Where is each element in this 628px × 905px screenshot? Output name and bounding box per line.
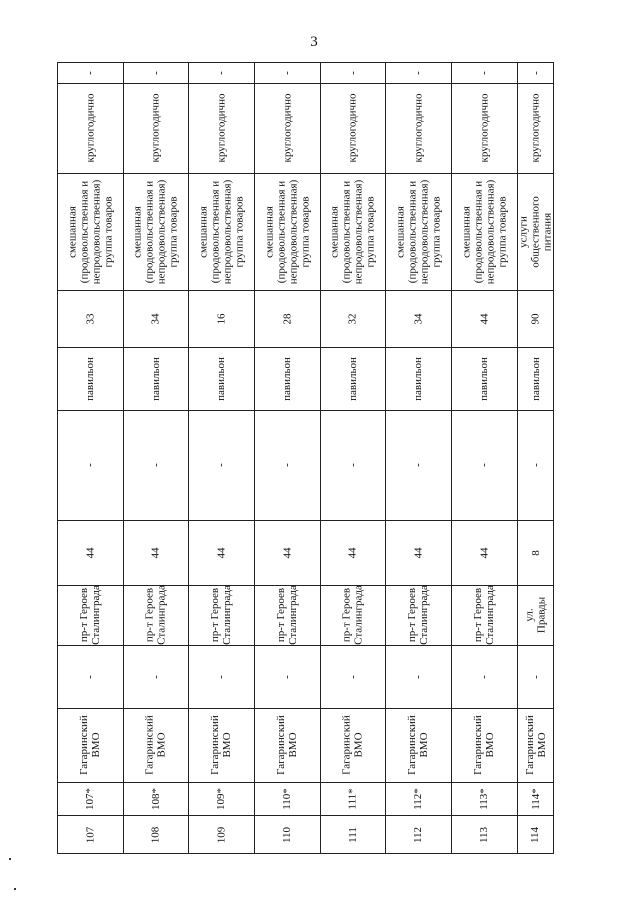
cell-num	[254, 815, 320, 854]
cell-text: 44	[215, 547, 227, 558]
cell-text: круглогодично	[529, 93, 542, 163]
cell-text: смешанная (продовольственная и непродовольственная) группа товаров	[66, 179, 114, 284]
cell-text: пр-т Героев Сталинграда	[78, 585, 102, 645]
cell-type	[385, 347, 451, 410]
cell-district	[57, 708, 123, 782]
cell-house	[385, 520, 451, 585]
cell-text: ул. Правды	[523, 596, 548, 634]
cell-text: услуги общественного питания	[517, 195, 554, 268]
cell-c4	[57, 645, 123, 708]
cell-text: -	[149, 674, 162, 679]
cell-code	[320, 782, 385, 815]
cell-last	[517, 62, 554, 83]
cell-text: 16	[215, 313, 227, 324]
cell-period	[385, 83, 451, 173]
cell-c4	[451, 645, 517, 708]
cell-text: круглогодично	[412, 93, 424, 163]
cell-street	[254, 585, 320, 645]
cell-text: смешанная (продовольственная и непродовольственная) группа товаров	[131, 179, 180, 284]
cell-last	[123, 62, 188, 83]
cell-text: круглогодично	[149, 93, 162, 163]
cell-code	[188, 782, 254, 815]
cell-type	[517, 347, 554, 410]
cell-house	[57, 520, 123, 585]
cell-text: 112*	[412, 787, 424, 810]
cell-num	[451, 815, 517, 854]
cell-house	[123, 520, 188, 585]
cell-code	[57, 782, 123, 815]
cell-text: -	[83, 70, 96, 75]
cell-area	[320, 290, 385, 347]
cell-text: 112	[412, 826, 424, 843]
cell-text: 8	[529, 549, 542, 556]
cell-text: 44	[478, 313, 490, 324]
cell-house	[320, 520, 385, 585]
cell-area	[188, 290, 254, 347]
cell-text: пр-т Героев Сталинграда	[275, 585, 299, 645]
cell-text: 108*	[149, 787, 162, 810]
cell-text: павильон	[346, 356, 359, 401]
cell-num	[123, 815, 188, 854]
cell-house	[517, 520, 554, 585]
cell-district	[123, 708, 188, 782]
cell-text: 113*	[478, 787, 490, 810]
cell-text: 32	[346, 313, 359, 324]
cell-code	[517, 782, 554, 815]
cell-c4	[320, 645, 385, 708]
cell-area	[517, 290, 554, 347]
cell-text: Гагаринский ВМО	[143, 715, 168, 775]
cell-text: 114	[529, 826, 542, 843]
cell-group	[123, 173, 188, 290]
cell-num	[57, 815, 123, 854]
cell-type	[123, 347, 188, 410]
cell-group	[385, 173, 451, 290]
cell-district	[517, 708, 554, 782]
cell-text: павильон	[215, 356, 227, 401]
cell-type	[57, 347, 123, 410]
cell-c7	[123, 410, 188, 520]
cell-text: 44	[149, 547, 162, 558]
cell-text: Гагаринский ВМО	[523, 715, 548, 775]
cell-text: павильон	[529, 356, 542, 401]
cell-text: 34	[149, 313, 162, 324]
cell-text: 113	[478, 826, 490, 843]
cell-num	[517, 815, 554, 854]
cell-text: -	[411, 674, 424, 679]
cell-group	[254, 173, 320, 290]
scan-speck	[14, 888, 16, 890]
cell-last	[451, 62, 517, 83]
cell-street	[385, 585, 451, 645]
stationary-objects-table	[57, 62, 554, 854]
cell-text: Гагаринский ВМО	[472, 715, 496, 775]
cell-text: 44	[84, 547, 96, 558]
cell-c4	[517, 645, 554, 708]
cell-text: -	[529, 674, 542, 679]
cell-street	[123, 585, 188, 645]
cell-text: -	[83, 674, 96, 679]
cell-c7	[254, 410, 320, 520]
cell-text: Гагаринский ВМО	[406, 715, 430, 775]
cell-c4	[385, 645, 451, 708]
cell-text: -	[411, 70, 424, 75]
cell-num	[320, 815, 385, 854]
cell-type	[320, 347, 385, 410]
cell-text: 44	[346, 547, 359, 558]
cell-period	[188, 83, 254, 173]
cell-text: Гагаринский ВМО	[209, 715, 233, 775]
cell-text: 44	[478, 547, 490, 558]
cell-group	[320, 173, 385, 290]
cell-last	[385, 62, 451, 83]
cell-text: -	[477, 463, 490, 467]
cell-text: смешанная (продовольственная и непродовольственная) группа товаров	[263, 179, 311, 284]
cell-c4	[188, 645, 254, 708]
cell-c4	[123, 645, 188, 708]
cell-text: -	[280, 70, 293, 75]
cell-last	[320, 62, 385, 83]
cell-text: 107*	[84, 787, 96, 810]
cell-c4	[254, 645, 320, 708]
cell-district	[451, 708, 517, 782]
cell-text: смешанная (продовольственная и непродовольственная) группа товаров	[460, 179, 508, 284]
cell-group	[451, 173, 517, 290]
cell-district	[188, 708, 254, 782]
cell-area	[385, 290, 451, 347]
cell-last	[188, 62, 254, 83]
cell-text: -	[280, 674, 293, 679]
cell-period	[57, 83, 123, 173]
cell-text: 90	[529, 313, 542, 324]
cell-text: -	[214, 674, 227, 679]
cell-period	[254, 83, 320, 173]
cell-c7	[385, 410, 451, 520]
cell-text: круглогодично	[84, 93, 96, 163]
cell-last	[254, 62, 320, 83]
cell-num	[385, 815, 451, 854]
cell-c7	[57, 410, 123, 520]
cell-text: -	[214, 70, 227, 75]
cell-text: пр-т Героев Сталинграда	[340, 585, 365, 645]
cell-district	[254, 708, 320, 782]
cell-text: 33	[84, 313, 96, 324]
cell-text: 111*	[346, 787, 359, 810]
cell-text: -	[477, 70, 490, 75]
cell-text: -	[346, 463, 359, 467]
cell-c7	[451, 410, 517, 520]
cell-text: 108	[149, 826, 162, 843]
cell-text: 28	[281, 313, 293, 324]
cell-text: -	[149, 463, 162, 467]
cell-text: павильон	[281, 356, 293, 401]
cell-type	[254, 347, 320, 410]
cell-text: -	[346, 674, 359, 679]
cell-text: павильон	[412, 356, 424, 401]
cell-street	[188, 585, 254, 645]
cell-house	[188, 520, 254, 585]
cell-text: -	[529, 463, 542, 467]
cell-text: -	[477, 674, 490, 679]
cell-code	[385, 782, 451, 815]
cell-text: -	[214, 463, 227, 467]
cell-text: 44	[281, 547, 293, 558]
cell-text: -	[529, 70, 542, 75]
cell-code	[254, 782, 320, 815]
cell-text: пр-т Героев Сталинграда	[406, 585, 430, 645]
cell-area	[451, 290, 517, 347]
cell-text: 110*	[281, 787, 293, 810]
cell-text: павильон	[478, 356, 490, 401]
cell-district	[320, 708, 385, 782]
cell-text: -	[411, 463, 424, 467]
cell-text: круглогодично	[215, 93, 227, 163]
cell-text: -	[280, 463, 293, 467]
cell-text: 110	[281, 826, 293, 843]
cell-last	[57, 62, 123, 83]
cell-c7	[320, 410, 385, 520]
cell-text: круглогодично	[478, 93, 490, 163]
cell-house	[451, 520, 517, 585]
cell-text: 109*	[215, 787, 227, 810]
cell-period	[123, 83, 188, 173]
cell-text: 114*	[529, 787, 542, 810]
cell-area	[57, 290, 123, 347]
cell-c7	[517, 410, 554, 520]
cell-district	[385, 708, 451, 782]
cell-text: 107	[84, 826, 96, 843]
cell-text: -	[346, 70, 359, 75]
cell-code	[123, 782, 188, 815]
cell-code	[451, 782, 517, 815]
page-number: 3	[310, 34, 318, 50]
cell-type	[451, 347, 517, 410]
cell-text: -	[83, 463, 96, 467]
cell-group	[188, 173, 254, 290]
cell-street	[517, 585, 554, 645]
cell-area	[254, 290, 320, 347]
cell-text: Гагаринский ВМО	[275, 715, 299, 775]
cell-house	[254, 520, 320, 585]
cell-group	[57, 173, 123, 290]
cell-type	[188, 347, 254, 410]
cell-street	[320, 585, 385, 645]
cell-text: круглогодично	[346, 93, 359, 163]
cell-group	[517, 173, 554, 290]
cell-text: пр-т Героев Сталинграда	[472, 585, 496, 645]
cell-text: 34	[412, 313, 424, 324]
cell-street	[57, 585, 123, 645]
cell-text: 109	[215, 826, 227, 843]
cell-street	[451, 585, 517, 645]
cell-text: -	[149, 70, 162, 75]
cell-text: смешанная (продовольственная и непродовольственная) группа товаров	[328, 179, 377, 284]
cell-text: павильон	[149, 356, 162, 401]
cell-period	[320, 83, 385, 173]
scan-speck	[9, 858, 11, 860]
cell-text: пр-т Героев Сталинграда	[143, 585, 168, 645]
cell-text: 44	[412, 547, 424, 558]
cell-period	[517, 83, 554, 173]
cell-text: пр-т Героев Сталинграда	[209, 585, 233, 645]
cell-text: смешанная (продовольственная и непродовольственная) группа товаров	[394, 179, 442, 284]
cell-num	[188, 815, 254, 854]
cell-text: смешанная (продовольственная и непродовольственная) группа товаров	[197, 179, 245, 284]
cell-text: 111	[346, 826, 359, 843]
cell-text: круглогодично	[281, 93, 293, 163]
cell-period	[451, 83, 517, 173]
cell-text: Гагаринский ВМО	[340, 715, 365, 775]
cell-area	[123, 290, 188, 347]
cell-text: павильон	[84, 356, 96, 401]
cell-c7	[188, 410, 254, 520]
cell-text: Гагаринский ВМО	[78, 715, 102, 775]
